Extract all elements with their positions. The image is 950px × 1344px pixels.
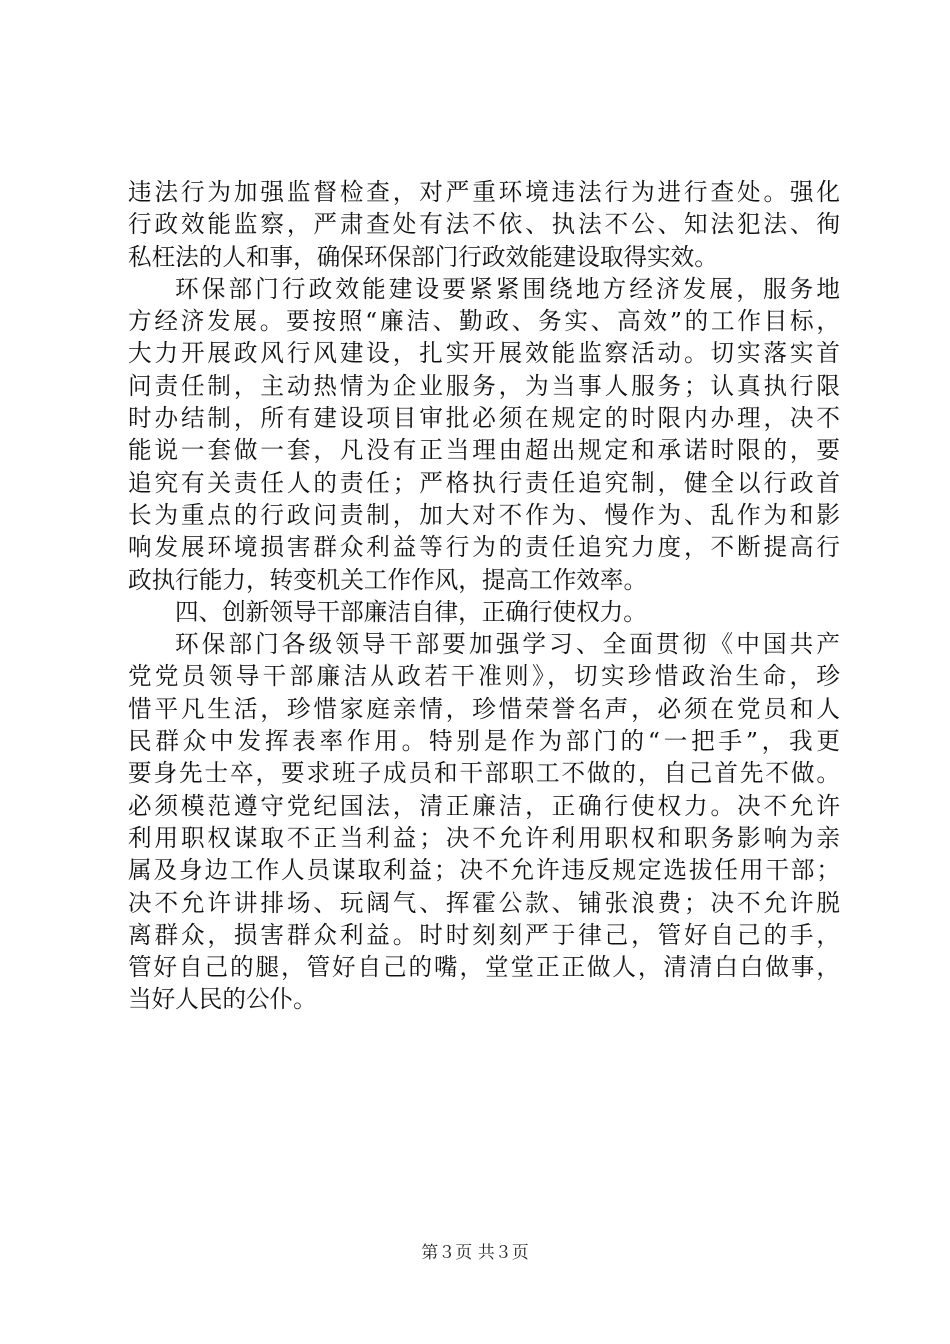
text-line: 要身先士卒，要求班子成员和干部职工不做的，自己首先不做。	[128, 759, 840, 788]
text-line: 政执行能力，转变机关工作作风，提高工作效率。	[128, 565, 648, 594]
text-line: 长为重点的行政问责制，加大对不作为、慢作为、乱作为和影	[128, 500, 840, 529]
text-line: 私枉法的人和事，确保环保部门行政效能建设取得实效。	[128, 242, 718, 271]
text-line: 决不允许讲排场、玩阔气、挥霍公款、铺张浪费；决不允许脱	[128, 888, 840, 917]
text-line: 能说一套做一套，凡没有正当理由超出规定和承诺时限的，要	[128, 436, 840, 465]
text-line: 环保部门各级领导干部要加强学习、全面贯彻《中国共产	[175, 630, 840, 659]
text-line: 管好自己的腿，管好自己的嘴，堂堂正正做人，清清白白做事，	[128, 953, 840, 982]
text-line: 追究有关责任人的责任；严格执行责任追究制，健全以行政首	[128, 468, 840, 497]
text-line: 利用职权谋取不正当利益；决不允许利用职权和职务影响为亲	[128, 823, 840, 852]
text-line: 属及身边工作人员谋取利益；决不允许违反规定选拔任用干部；	[128, 856, 840, 885]
text-line: 问责任制，主动热情为企业服务，为当事人服务；认真执行限	[128, 371, 840, 400]
document-body	[128, 176, 840, 1016]
text-line: 离群众，损害群众利益。时时刻刻严于律己，管好自己的手，	[128, 920, 840, 949]
text-line: 当好人民的公仆。	[128, 985, 317, 1014]
text-line: 党党员领导干部廉洁从政若干准则》，切实珍惜政治生命，珍	[128, 662, 840, 691]
text-line: 环保部门行政效能建设要紧紧围绕地方经济发展，服务地	[175, 274, 840, 303]
text-line: 大力开展政风行风建设，扎实开展效能监察活动。切实落实首	[128, 339, 840, 368]
text-line: 行政效能监察，严肃查处有法不依、执法不公、知法犯法、徇	[128, 210, 840, 239]
text-line: 惜平凡生活，珍惜家庭亲情，珍惜荣誉名声，必须在党员和人	[128, 694, 840, 723]
text-line: 响发展环境损害群众利益等行为的责任追究力度，不断提高行	[128, 533, 840, 562]
text-line: 违法行为加强监督检查，对严重环境违法行为进行查处。强化	[128, 178, 840, 206]
text-line: 必须模范遵守党纪国法，清正廉洁，正确行使权力。决不允许	[128, 791, 840, 820]
text-line: 民群众中发挥表率作用。特别是作为部门的“一把手”，我更	[128, 727, 840, 756]
text-line: 时办结制，所有建设项目审批必须在规定的时限内办理，决不	[128, 404, 840, 433]
page-footer: 第３页 共３页	[421, 1243, 529, 1263]
text-line: 方经济发展。要按照“廉洁、勤政、务实、高效”的工作目标，	[128, 307, 840, 336]
text-line: 四、创新领导干部廉洁自律，正确行使权力。	[175, 597, 647, 626]
